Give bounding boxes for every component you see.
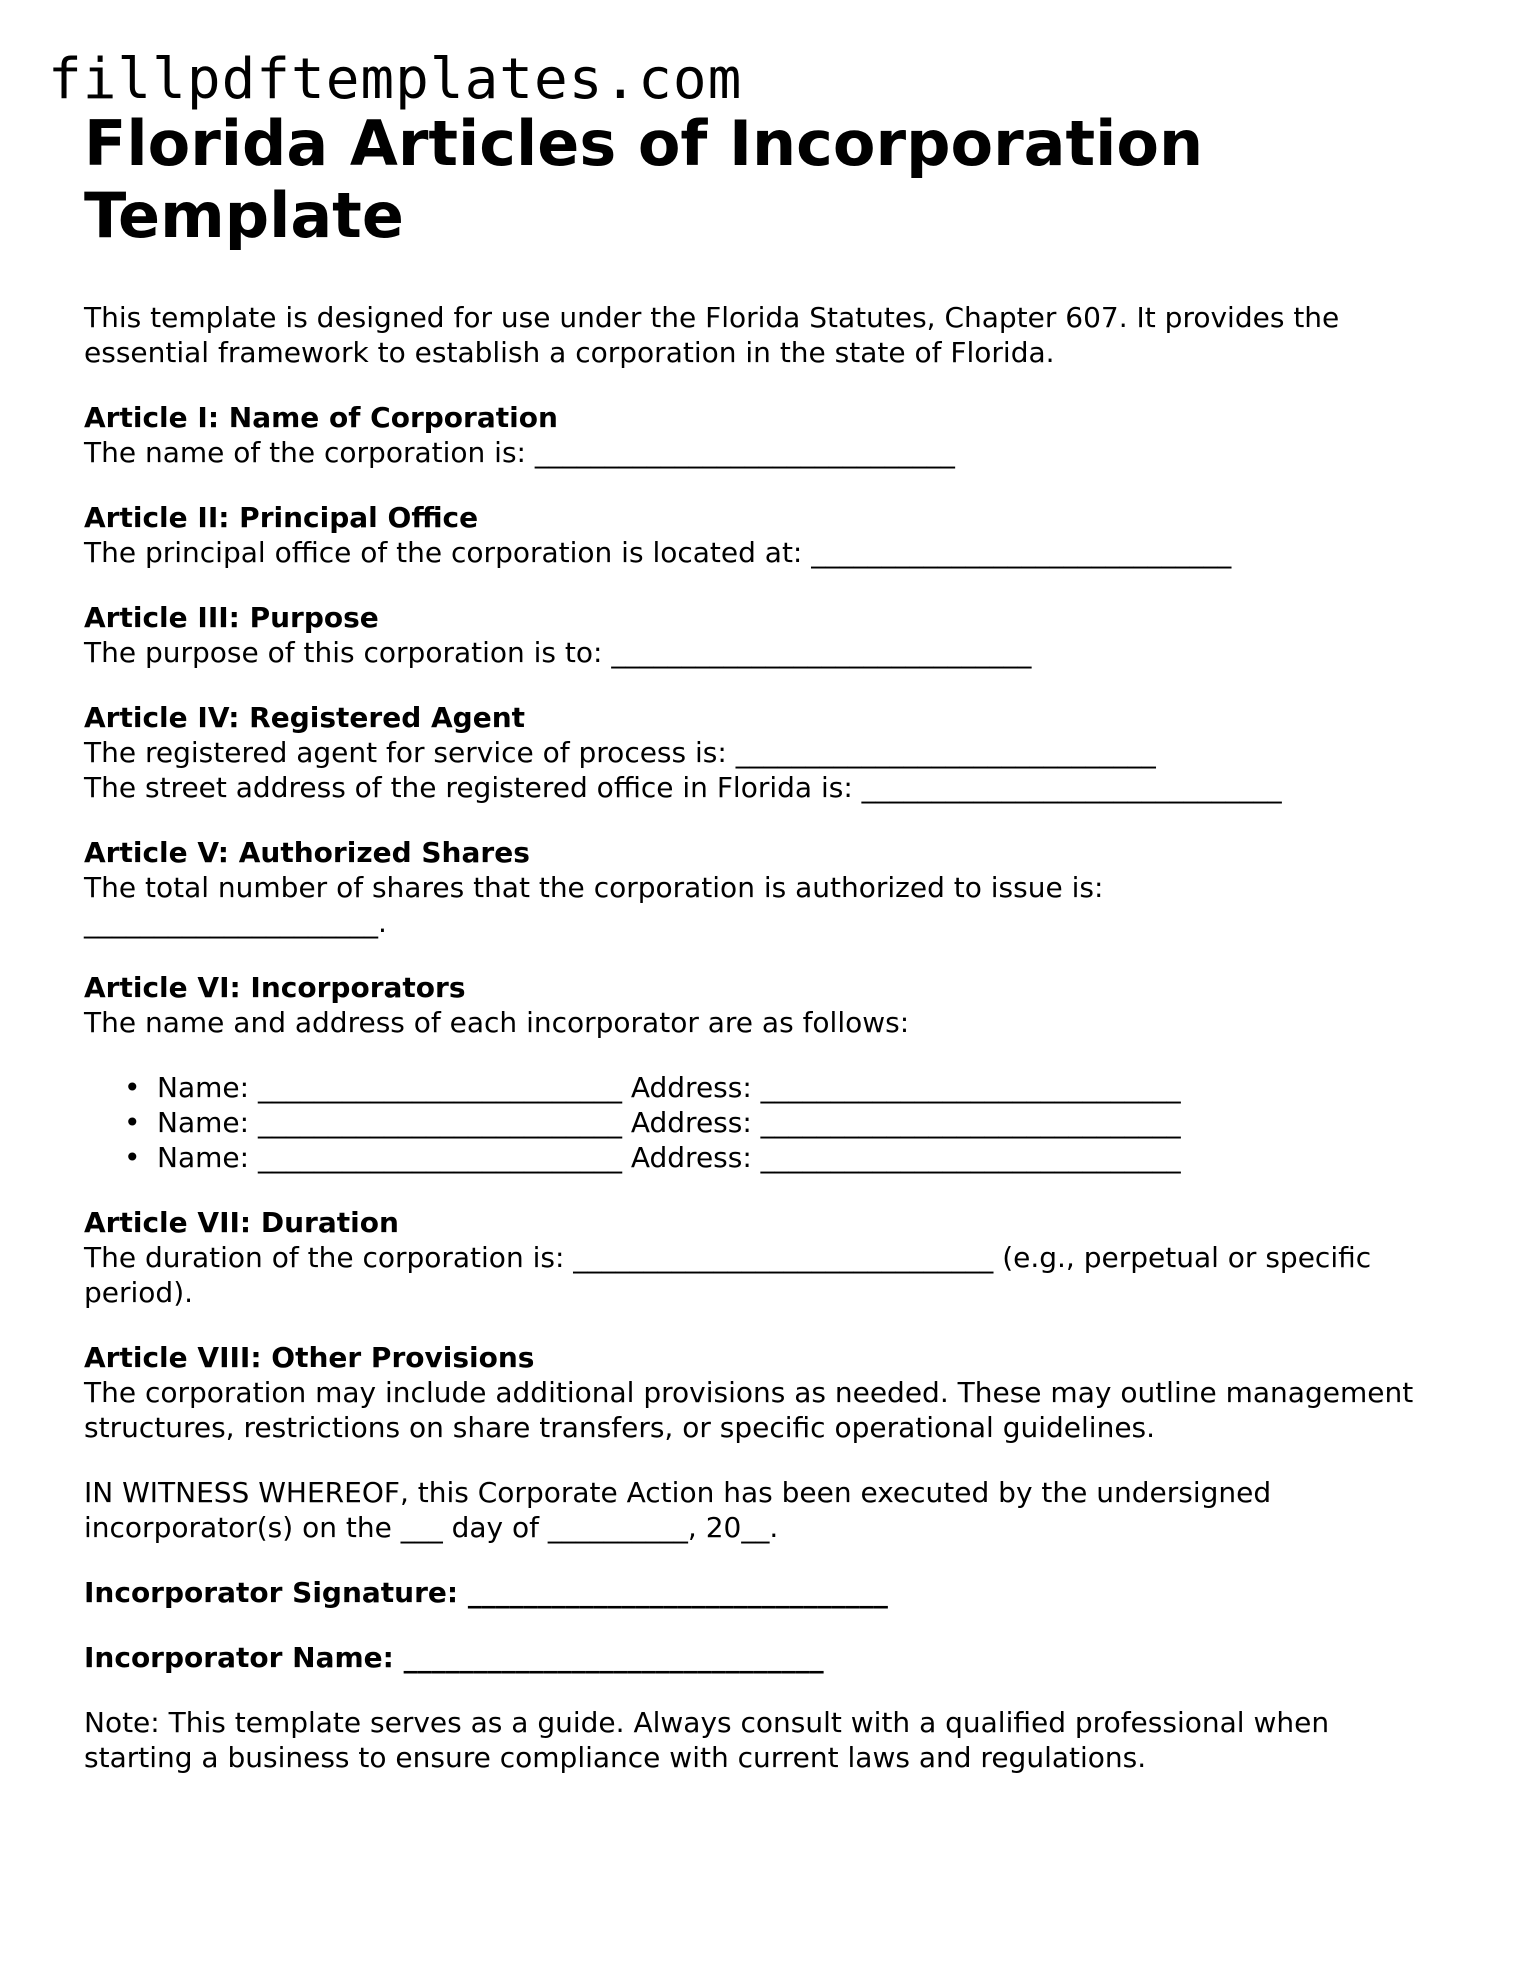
list-item bbox=[84, 1105, 1444, 1140]
intro-paragraph: This template is designed for use under the Florida Statutes, Chapter 607. It provides the essential framework to establish a corporation in the state of Florida. bbox=[84, 301, 1340, 369]
name-line: Incorporator Name: ______________________________ bbox=[84, 1641, 824, 1674]
article-4 bbox=[84, 700, 1444, 805]
article-line: The principal office of the corporation is located at: ______________________________ bbox=[84, 536, 1232, 569]
list-item bbox=[84, 1140, 1444, 1175]
article-5 bbox=[84, 835, 1444, 940]
witness-paragraph: IN WITNESS WHEREOF, this Corporate Action has been executed by the undersigned incorporator(s) on the ___ day of __________, 20__. bbox=[84, 1476, 1272, 1544]
article-1 bbox=[84, 400, 1444, 470]
article-line: The registered agent for service of process is: ______________________________ bbox=[84, 736, 1156, 769]
article-heading: Article V: Authorized Shares bbox=[84, 836, 530, 869]
watermark: fillpdftemplates.com bbox=[48, 47, 743, 112]
article-8 bbox=[84, 1340, 1444, 1445]
article-line: The purpose of this corporation is to: ______________________________ bbox=[84, 636, 1032, 669]
note-paragraph: Note: This template serves as a guide. Always consult with a qualified professional when starting a business to ensure compliance with current laws and regulations. bbox=[84, 1706, 1330, 1774]
article-heading: Article VII: Duration bbox=[84, 1206, 399, 1239]
bullet: • bbox=[124, 1106, 141, 1139]
article-7 bbox=[84, 1205, 1444, 1310]
article-line: The duration of the corporation is: ______________________________ (e.g., perpetual or specific period). bbox=[84, 1241, 1372, 1309]
article-heading: Article III: Purpose bbox=[84, 601, 379, 634]
bullet: • bbox=[124, 1141, 141, 1174]
article-line: The name and address of each incorporator are as follows: bbox=[84, 1006, 910, 1039]
article-6 bbox=[84, 970, 1444, 1175]
article-3 bbox=[84, 600, 1444, 670]
article-line: The street address of the registered office in Florida is: ______________________________ bbox=[84, 771, 1282, 804]
article-heading: Article I: Name of Corporation bbox=[84, 401, 558, 434]
list-item bbox=[84, 1070, 1444, 1105]
article-heading: Article VI: Incorporators bbox=[84, 971, 466, 1004]
article-heading: Article VIII: Other Provisions bbox=[84, 1341, 535, 1374]
incorporator-list bbox=[84, 1070, 1444, 1175]
document bbox=[84, 108, 1444, 1775]
article-heading: Article IV: Registered Agent bbox=[84, 701, 526, 734]
article-heading: Article II: Principal Office bbox=[84, 501, 479, 534]
bullet: • bbox=[124, 1071, 141, 1104]
page-title: Florida Articles of Incorporation Template bbox=[84, 107, 1204, 252]
article-line: The name of the corporation is: ______________________________ bbox=[84, 436, 955, 469]
signature-line: Incorporator Signature: ______________________________ bbox=[84, 1576, 888, 1609]
article-line: The corporation may include additional provisions as needed. These may outline management structures, restrictions on share transfers, or specific operational guidelines. bbox=[84, 1376, 1414, 1444]
article-2 bbox=[84, 500, 1444, 570]
incorporator-entry: Name: __________________________ Address: ______________________________ bbox=[157, 1071, 1181, 1104]
incorporator-entry: Name: __________________________ Address: ______________________________ bbox=[157, 1141, 1181, 1174]
article-line: The total number of shares that the corporation is authorized to issue is: _____________________. bbox=[84, 871, 1104, 939]
incorporator-entry: Name: __________________________ Address: ______________________________ bbox=[157, 1106, 1181, 1139]
